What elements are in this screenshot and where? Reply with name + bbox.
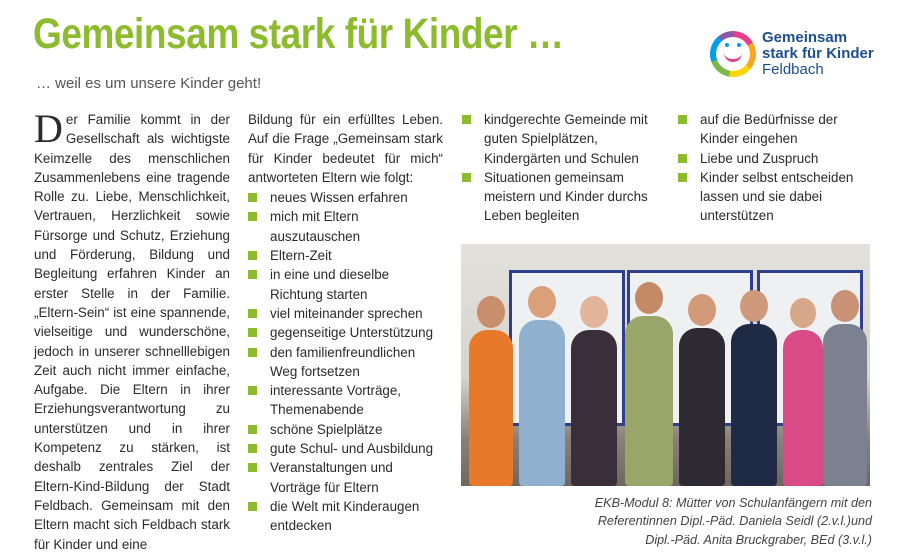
logo-text-line1: Gemeinsam <box>762 29 848 46</box>
article-column-3 <box>462 110 658 226</box>
list-item: neues Wissen erfahren <box>248 188 443 207</box>
answer-list <box>678 110 872 226</box>
article-column-1 <box>34 106 230 554</box>
person <box>783 298 823 486</box>
person <box>519 286 565 486</box>
list-item: in eine und dieselbe Richtung starten <box>248 265 443 304</box>
list-item: gute Schul- und Ausbildung <box>248 439 443 458</box>
caption-line: Dipl.-Päd. Anita Bruckgraber, BEd (3.v.l.) <box>645 532 872 547</box>
article-column-2 <box>248 110 443 536</box>
person <box>731 290 777 486</box>
list-item: gegenseitige Unterstützung <box>248 323 443 342</box>
list-item: kindgerechte Gemeinde mit guten Spielplätzen, Kindergärten und Schulen <box>462 110 658 168</box>
logo-eye-icon <box>725 43 729 47</box>
list-item: die Welt mit Kinderaugen entdecken <box>248 497 443 536</box>
list-intro: Bildung für ein erfülltes Leben. Auf die Frage „Gemeinsam stark für Kinder bedeutet für mich“ antworteten Eltern wie folgt: <box>248 112 443 185</box>
person <box>823 290 867 486</box>
list-item: Liebe und Zuspruch <box>678 149 872 168</box>
list-item: schöne Spielplätze <box>248 420 443 439</box>
person <box>679 294 725 486</box>
list-item: Veranstaltungen und Vorträge für Eltern <box>248 458 443 497</box>
logo <box>704 23 872 85</box>
person <box>469 296 513 486</box>
list-item: Kinder selbst entscheiden lassen und sie dabei unterstützen <box>678 168 872 226</box>
answer-list <box>248 188 443 535</box>
list-item: auf die Bedürfnisse der Kinder eingehen <box>678 110 872 149</box>
person <box>571 296 617 486</box>
list-item: interessante Vorträge, Themenabende <box>248 381 443 420</box>
page-subtitle: … weil es um unsere Kinder geht! <box>36 75 262 92</box>
person <box>625 282 673 486</box>
article-column-4 <box>678 110 872 226</box>
list-item: mich mit Eltern auszutauschen <box>248 207 443 246</box>
list-item: Eltern-Zeit <box>248 246 443 265</box>
list-item: Situationen gemeinsam meistern und Kinder durchs Leben begleiten <box>462 168 658 226</box>
group-photo <box>461 244 870 486</box>
drop-cap: D <box>34 106 63 151</box>
caption-line: EKB-Modul 8: Mütter von Schulanfängern mit den <box>594 496 872 510</box>
answer-list <box>462 110 658 226</box>
logo-text-line2: stark für Kinder <box>762 45 874 62</box>
article-paragraph: er Familie kommt in der Gesellschaft als wichtigste Keimzelle des menschlichen Zusammenlebens eine tragende Rolle zu. Liebe, Menschlichkeit, Vertrauen, Herzlichkeit sowie Fürsorge und Schutz, Erziehung und Förderung, Bildung und Begleitung erfahren Kinder an erster Stelle in der Familie. „Eltern-Sein“ ist eine spannende, vielseitige und wunderschöne, jedoch in unserer schnelllebigen Zeit auch nicht immer einfache, Aufgabe. Die Eltern in ihrer Erziehungsverantwortung zu unterstützen und in ihrer Kompetenz zu stärken, ist deshalb zentrales Ziel der Eltern-Kind-Bildung der Stadt Feldbach. Gemeinsam mit den Eltern macht sich Feldbach stark für Kinder und eine <box>34 112 230 552</box>
caption-line: Referentinnen Dipl.-Päd. Daniela Seidl (2.v.l.)und <box>597 514 872 529</box>
photo-caption <box>462 494 872 549</box>
logo-text-line3: Feldbach <box>762 61 824 78</box>
logo-eye-icon <box>737 43 741 47</box>
list-item: viel miteinander sprechen <box>248 304 443 323</box>
page-title: Gemeinsam stark für Kinder … <box>33 10 564 58</box>
list-item: den familienfreundlichen Weg fortsetzen <box>248 343 443 382</box>
